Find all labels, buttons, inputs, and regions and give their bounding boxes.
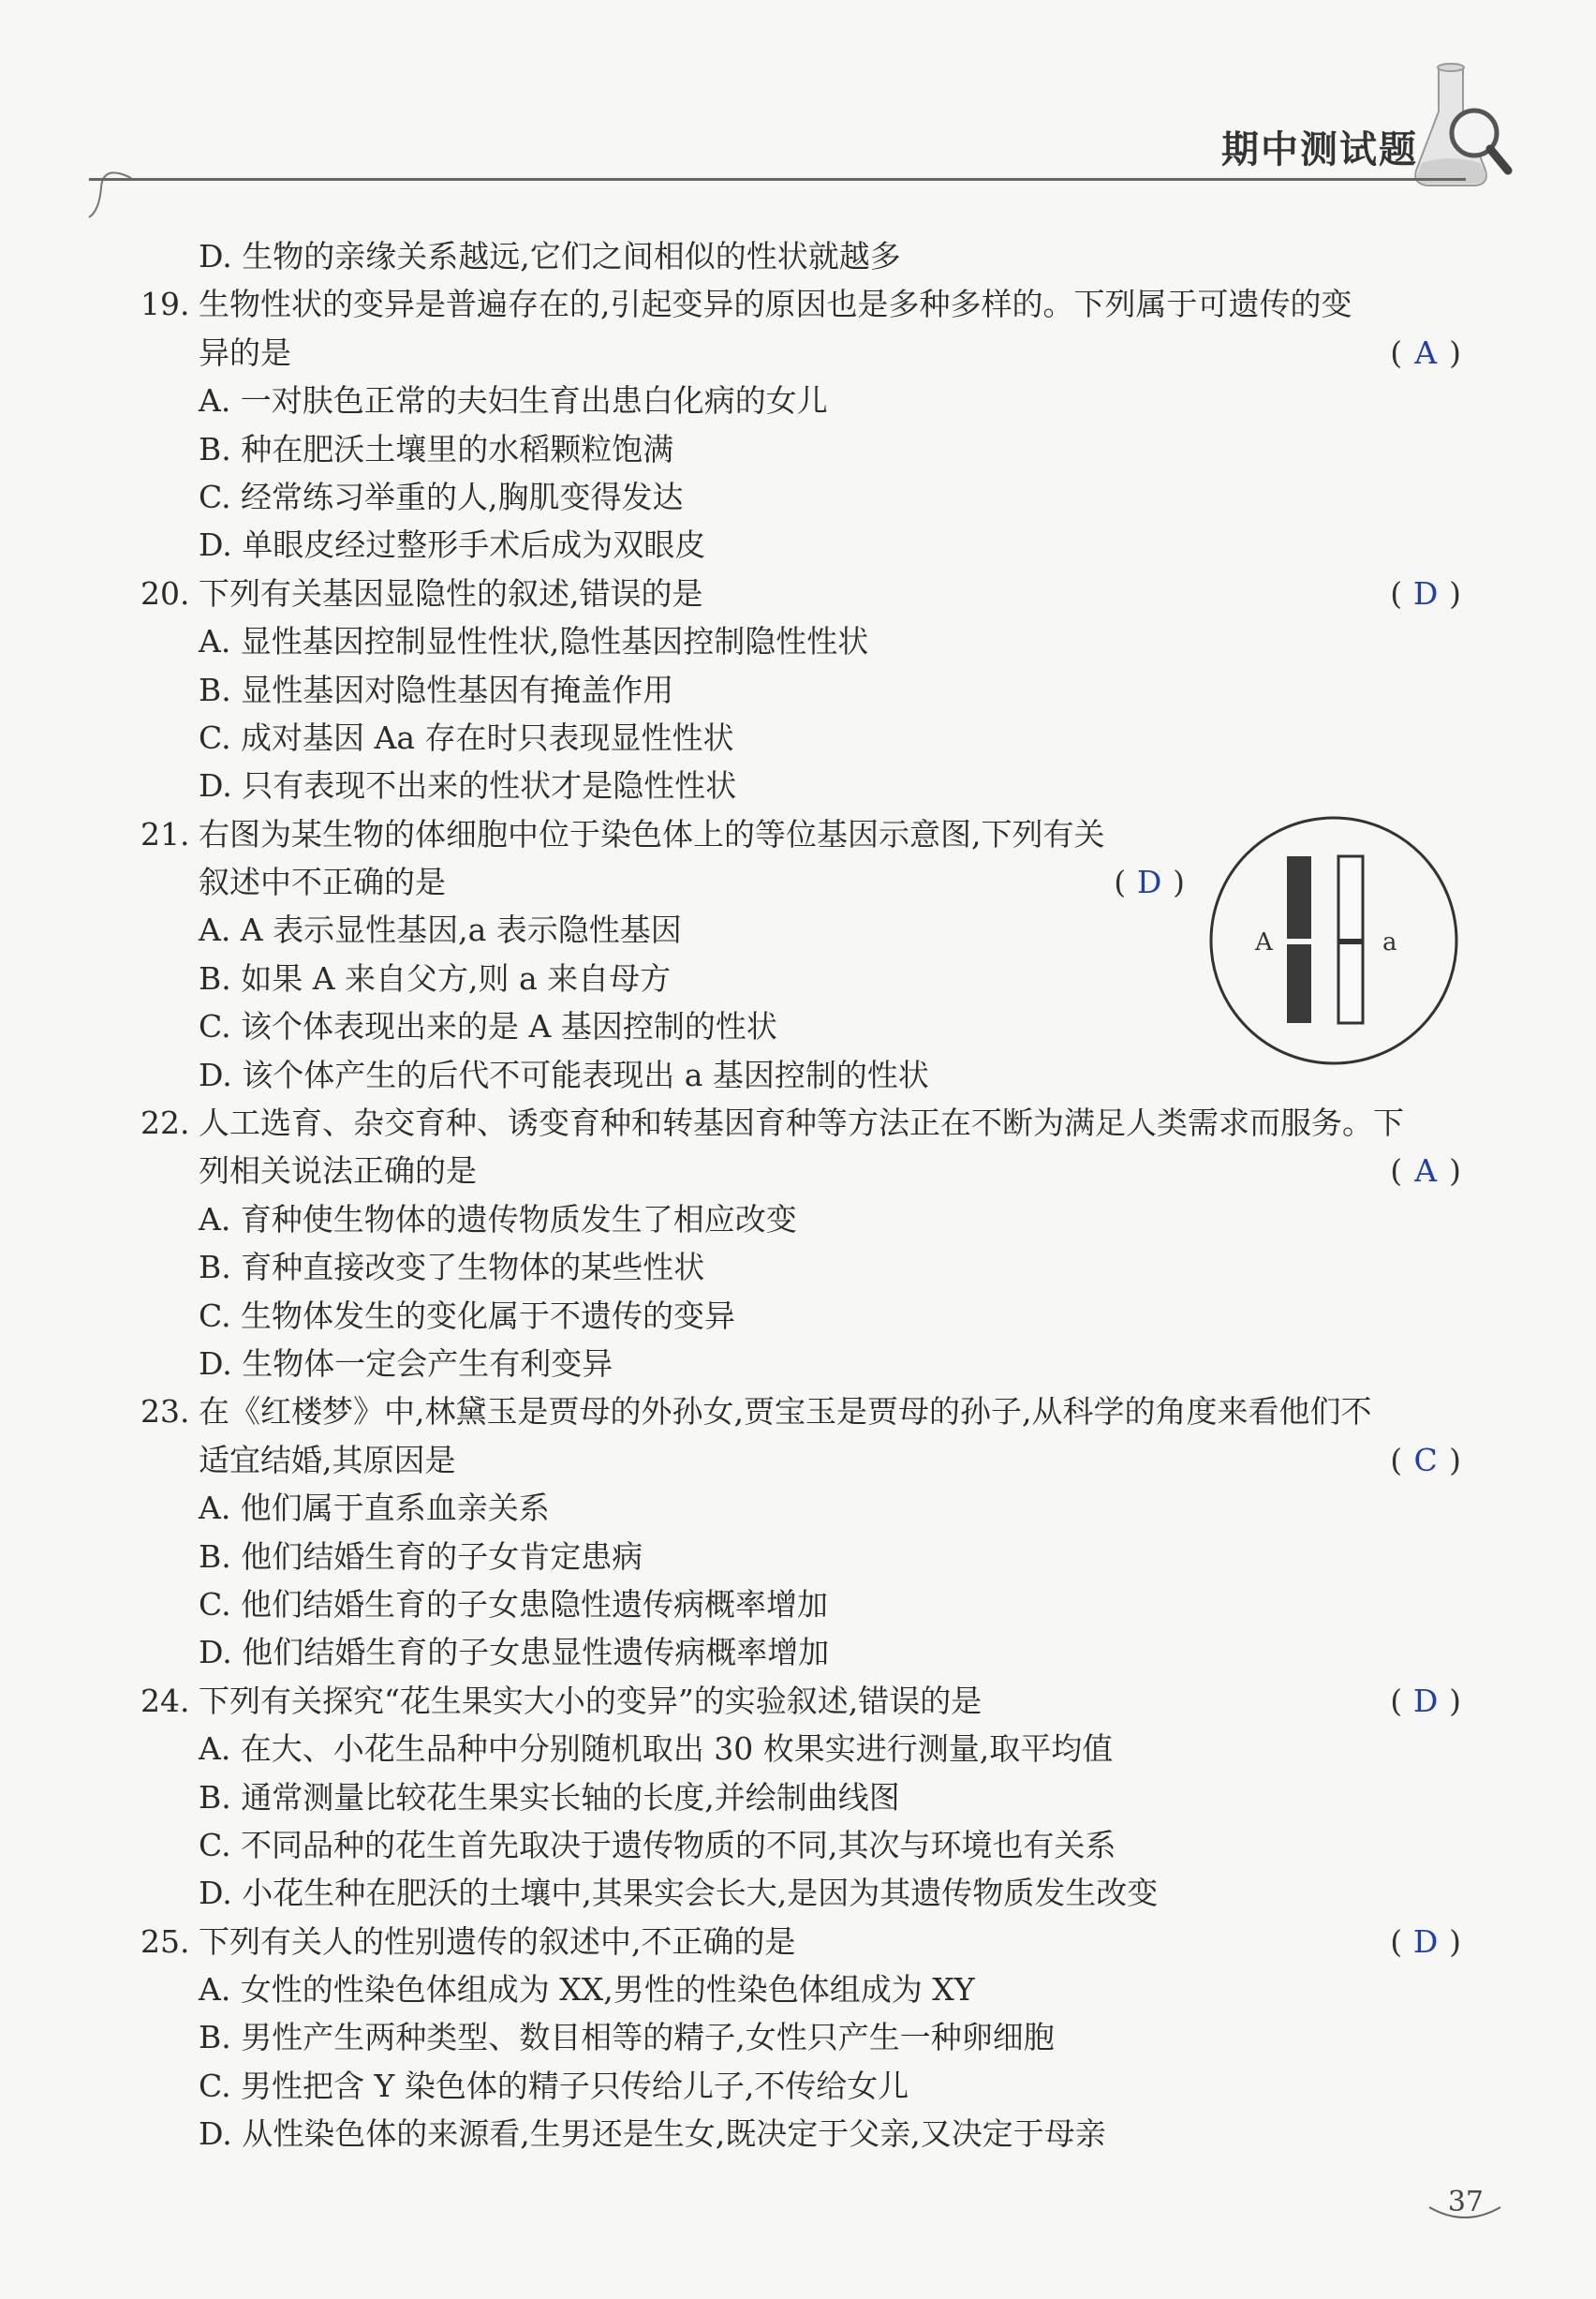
figure-circle [1211,818,1456,1063]
answer-option [140,521,1461,569]
option-text: D. 只有表现不出来的性状才是隐性性状 [199,767,737,805]
answer-option [140,617,1461,665]
question-number: 19. [140,286,190,323]
option-text: C. 该个体表现出来的是 A 基因控制的性状 [199,1008,777,1046]
header-divider [89,178,1466,181]
question-text: 下列有关人的性别遗传的叙述中,不正确的是 [199,1922,796,1960]
answer-bracket: ( D ) [1390,1918,1461,1965]
answer-option [140,425,1461,473]
option-text: D. 小花生种在肥沃的土壤中,其果实会长大,是因为其遗传物质发生改变 [199,1875,1159,1912]
question-stem [140,1099,1461,1147]
question-text: 右图为某生物的体细胞中位于染色体上的等位基因示意图,下列有关 [199,815,1105,853]
answer-option [140,2062,1461,2110]
option-text: B. 育种直接改变了生物体的某些性状 [199,1249,705,1286]
answer-option [140,666,1461,714]
option-text: A. A 表示显性基因,a 表示隐性基因 [199,912,682,949]
answer-option [140,232,1461,280]
question-text: 在《红楼梦》中,林黛玉是贾母的外孙女,贾宝玉是贾母的孙子,从科学的角度来看他们不 [199,1393,1372,1431]
option-text: C. 成对基因 Aa 存在时只表现显性性状 [199,719,734,756]
question-list [140,232,1461,2158]
answer-option [140,377,1461,424]
answer-option [140,1533,1461,1580]
answer-option [140,762,1461,809]
answer-letter: D [1412,1682,1439,1719]
option-text: B. 通常测量比较花生果实长轴的长度,并绘制曲线图 [199,1778,900,1816]
question-text: 人工选育、杂交育种、诱变育种和转基因育种等方法正在不断为满足人类需求而服务。下 [199,1105,1404,1142]
answer-letter: D [1412,1922,1439,1960]
option-text: D. 他们结婚生育的子女患显性遗传病概率增加 [199,1634,830,1671]
header-swirl-ornament [84,159,140,225]
answer-bracket: ( D ) [1114,858,1185,906]
question-text: 列相关说法正确的是 [199,1152,477,1190]
question-number: 25. [140,1922,190,1960]
question-text: 生物性状的变异是普遍存在的,引起变异的原因也是多种多样的。下列属于可遗传的变 [199,286,1352,323]
answer-option [140,1580,1461,1628]
answer-option [140,1243,1461,1291]
answer-option [140,1340,1461,1387]
answer-option [140,714,1461,762]
page-number-curve [1427,2203,1502,2226]
page-header-title: 期中测试题 [1221,127,1418,171]
answer-bracket: ( C ) [1390,1436,1461,1484]
answer-option [140,2013,1461,2061]
option-text: A. 一对肤色正常的夫妇生育出患白化病的女儿 [199,382,828,420]
question-stem [140,280,1461,328]
allele-band-A [1287,939,1311,944]
question-stem [140,1918,1461,1965]
question-text-continued [140,1147,1461,1194]
option-text: C. 经常练习举重的人,胸肌变得发达 [199,478,684,515]
answer-letter: C [1413,1441,1438,1478]
answer-option [140,1195,1461,1243]
answer-letter: D [1136,864,1162,901]
answer-option [140,1292,1461,1340]
allele-label-a: a [1382,928,1397,957]
option-text: B. 种在肥沃土壤里的水稻颗粒饱满 [199,430,674,467]
question-number: 22. [140,1105,190,1142]
answer-option [140,2110,1461,2158]
option-text: A. 在大、小花生品种中分别随机取出 30 枚果实进行测量,取平均值 [199,1730,1114,1768]
option-text: B. 他们结婚生育的子女肯定患病 [199,1537,643,1575]
question-stem [140,1677,1461,1725]
option-text: A. 显性基因控制显性性状,隐性基因控制隐性性状 [199,623,869,660]
question-text-continued [140,329,1461,377]
question-text: 下列有关探究“花生果实大小的变异”的实验叙述,错误的是 [199,1682,983,1719]
option-text: C. 男性把含 Y 染色体的精子只传给儿子,不传给女儿 [199,2067,909,2104]
chromosome-figure [1208,815,1459,1066]
option-text: C. 他们结婚生育的子女患隐性遗传病概率增加 [199,1585,829,1623]
option-text: B. 显性基因对隐性基因有掩盖作用 [199,671,674,708]
option-text: B. 如果 A 来自父方,则 a 来自母方 [199,959,672,997]
option-text: D. 生物的亲缘关系越远,它们之间相似的性状就越多 [199,238,901,274]
question-number: 24. [140,1682,190,1719]
answer-option [140,1484,1461,1532]
option-text: C. 生物体发生的变化属于不遗传的变异 [199,1297,736,1334]
option-text: A. 女性的性染色体组成为 XX,男性的性染色体组成为 XY [199,1971,975,2009]
question-stem [140,1387,1461,1435]
option-text: D. 从性染色体的来源看,生男还是生女,既决定于父亲,又决定于母亲 [199,2115,1106,2153]
question-text: 适宜结婚,其原因是 [199,1441,456,1478]
question-number: 20. [140,574,190,612]
option-text: A. 他们属于直系血亲关系 [199,1490,550,1527]
allele-band-a [1338,939,1363,944]
option-text: A. 育种使生物体的遗传物质发生了相应改变 [199,1200,797,1238]
answer-bracket: ( A ) [1390,1147,1461,1194]
answer-bracket: ( D ) [1390,570,1461,617]
answer-option [140,1869,1461,1917]
option-text: D. 该个体产生的后代不可能表现出 a 基因控制的性状 [199,1056,929,1093]
question-text: 异的是 [199,334,291,371]
question-stem [140,570,1461,617]
question-text-continued [140,1436,1461,1484]
answer-bracket: ( A ) [1390,329,1461,377]
question-number: 21. [140,815,190,853]
answer-letter: A [1414,334,1438,371]
answer-option [140,1628,1461,1676]
question-text: 叙述中不正确的是 [199,864,446,901]
question-text: 下列有关基因显隐性的叙述,错误的是 [199,574,703,612]
question-number: 23. [140,1393,190,1431]
answer-option [140,1821,1461,1869]
answer-option [140,1965,1461,2013]
answer-letter: D [1412,574,1439,612]
answer-bracket: ( D ) [1390,1677,1461,1725]
answer-option [140,473,1461,521]
option-text: D. 单眼皮经过整形手术后成为双眼皮 [199,527,706,564]
allele-label-A: A [1255,928,1273,957]
answer-option [140,1773,1461,1821]
option-text: D. 生物体一定会产生有利变异 [199,1344,613,1382]
option-text: B. 男性产生两种类型、数目相等的精子,女性只产生一种卵细胞 [199,2019,1055,2056]
option-text: C. 不同品种的花生首先取决于遗传物质的不同,其次与环境也有关系 [199,1826,1116,1863]
answer-option [140,1725,1461,1772]
answer-letter: A [1414,1152,1438,1190]
page-number: 37 [1447,2186,1484,2218]
